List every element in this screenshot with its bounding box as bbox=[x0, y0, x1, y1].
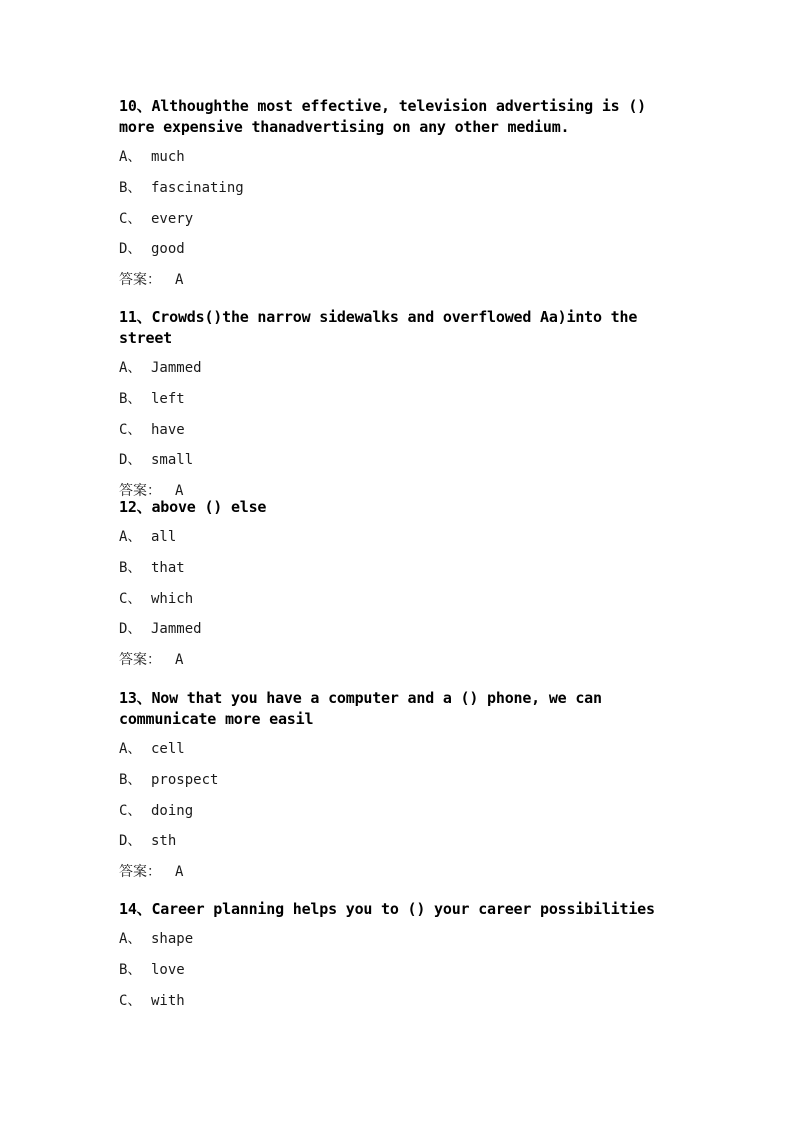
option-letter: A、 bbox=[119, 149, 142, 165]
option-letter: D、 bbox=[119, 621, 142, 638]
question-12 bbox=[119, 497, 679, 681]
question-stem: 11、Crowds()the narrow sidewalks and overflowed Aa)into the street bbox=[119, 308, 638, 347]
answer-line bbox=[119, 650, 679, 670]
option-text: Jammed bbox=[151, 621, 202, 638]
option-d bbox=[119, 239, 679, 259]
option-c bbox=[119, 420, 679, 440]
option-list bbox=[119, 929, 679, 1011]
option-letter: B、 bbox=[119, 961, 142, 978]
option-text: sth bbox=[151, 833, 177, 850]
option-d bbox=[119, 831, 679, 851]
option-letter: B、 bbox=[119, 771, 142, 788]
question-stem: 14、Career planning helps you to () your career possibilities bbox=[119, 900, 655, 918]
answer-line bbox=[119, 862, 679, 882]
option-text: which bbox=[151, 590, 194, 607]
answer-label: 答案： bbox=[119, 483, 161, 500]
option-list bbox=[119, 147, 679, 259]
option-text: love bbox=[151, 961, 185, 978]
question-stem: 10、Althoughthe most effective, television advertising is () more expensive thanadvertising on any other medium. bbox=[119, 97, 646, 136]
option-a bbox=[119, 739, 679, 759]
option-text: left bbox=[151, 390, 185, 407]
option-text: fascinating bbox=[151, 179, 244, 196]
option-letter: C、 bbox=[119, 992, 142, 1009]
option-text: doing bbox=[151, 802, 194, 819]
option-letter: D、 bbox=[119, 452, 142, 469]
option-text: prospect bbox=[151, 771, 219, 788]
option-text: good bbox=[151, 241, 185, 258]
option-letter: D、 bbox=[119, 241, 142, 258]
option-letter: C、 bbox=[119, 590, 142, 607]
option-c bbox=[119, 209, 679, 229]
question-13 bbox=[119, 688, 679, 893]
answer-value: A bbox=[175, 864, 184, 881]
option-text: Jammed bbox=[151, 360, 202, 376]
option-list bbox=[119, 527, 679, 639]
option-a bbox=[119, 147, 679, 167]
option-letter: A、 bbox=[119, 529, 142, 545]
option-text: shape bbox=[151, 931, 194, 947]
option-text: small bbox=[151, 452, 194, 469]
option-b bbox=[119, 389, 679, 409]
option-text: much bbox=[151, 149, 185, 165]
option-letter: D、 bbox=[119, 833, 142, 850]
option-text: have bbox=[151, 421, 185, 438]
answer-value: A bbox=[175, 272, 184, 289]
option-a bbox=[119, 358, 679, 378]
option-text: that bbox=[151, 559, 185, 576]
option-letter: B、 bbox=[119, 390, 142, 407]
question-11 bbox=[119, 307, 679, 512]
question-10 bbox=[119, 96, 679, 301]
question-stem: 12、above () else bbox=[119, 498, 267, 516]
option-a bbox=[119, 929, 679, 949]
option-c bbox=[119, 589, 679, 609]
option-text: every bbox=[151, 210, 194, 227]
option-letter: C、 bbox=[119, 802, 142, 819]
option-d bbox=[119, 450, 679, 470]
option-letter: A、 bbox=[119, 931, 142, 947]
option-letter: C、 bbox=[119, 421, 142, 438]
option-b bbox=[119, 960, 679, 980]
option-letter: B、 bbox=[119, 559, 142, 576]
option-text: cell bbox=[151, 741, 185, 757]
answer-label: 答案： bbox=[119, 652, 161, 669]
option-c bbox=[119, 801, 679, 821]
question-stem: 13、Now that you have a computer and a () phone, we can communicate more easil bbox=[119, 689, 602, 728]
option-text: all bbox=[151, 529, 177, 545]
option-a bbox=[119, 527, 679, 547]
option-b bbox=[119, 178, 679, 198]
answer-label: 答案： bbox=[119, 864, 161, 881]
option-letter: B、 bbox=[119, 179, 142, 196]
answer-value: A bbox=[175, 652, 184, 669]
answer-value: A bbox=[175, 483, 184, 500]
answer-label: 答案： bbox=[119, 272, 161, 289]
option-letter: A、 bbox=[119, 360, 142, 376]
question-14 bbox=[119, 899, 679, 1021]
option-text: with bbox=[151, 992, 185, 1009]
option-d bbox=[119, 619, 679, 639]
option-b bbox=[119, 770, 679, 790]
answer-line bbox=[119, 270, 679, 290]
option-list bbox=[119, 358, 679, 470]
option-letter: C、 bbox=[119, 210, 142, 227]
option-letter: A、 bbox=[119, 741, 142, 757]
option-c bbox=[119, 991, 679, 1011]
option-list bbox=[119, 739, 679, 851]
option-b bbox=[119, 558, 679, 578]
